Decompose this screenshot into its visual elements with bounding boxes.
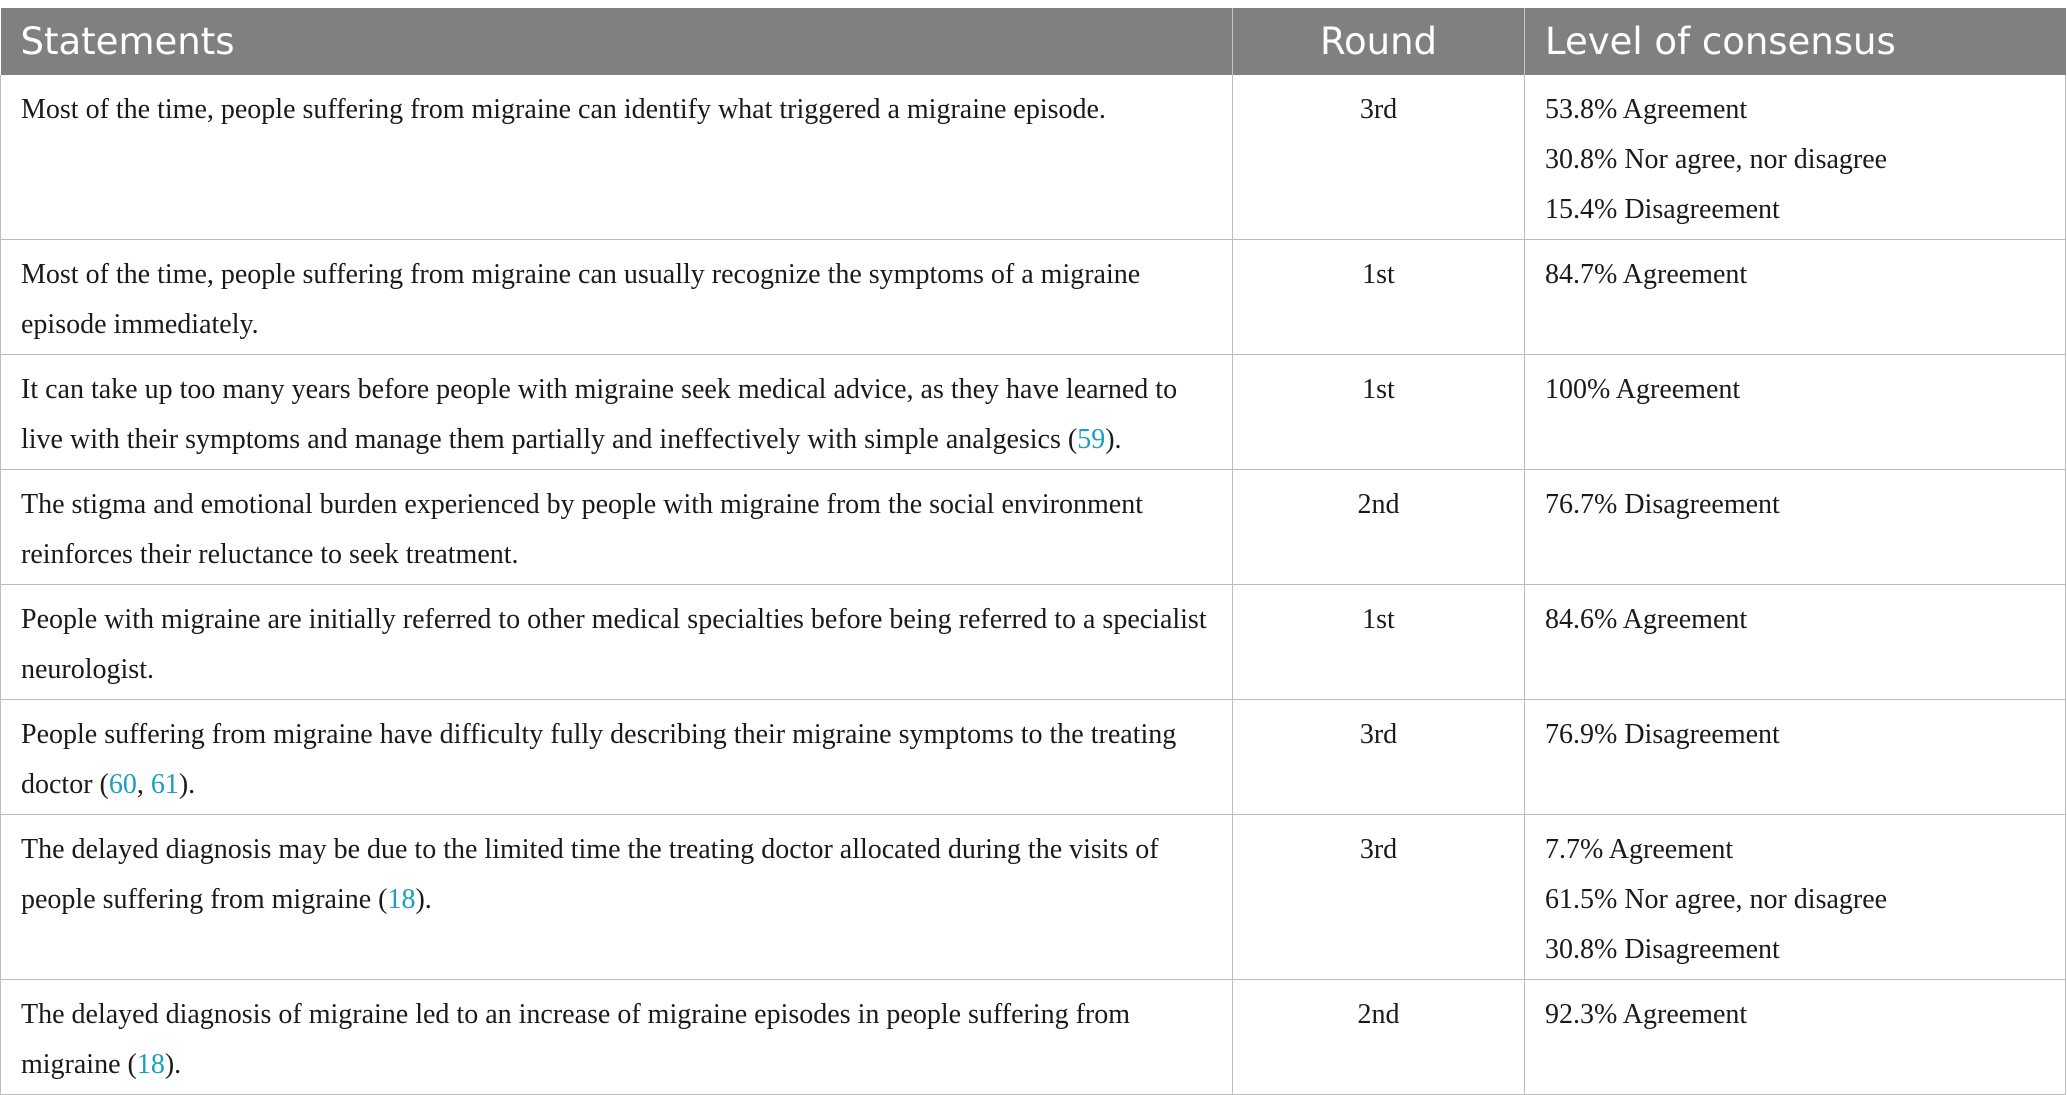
consensus-cell [1525, 700, 2066, 815]
table-row [1, 815, 2066, 980]
statement-text: Most of the time, people suffering from migraine can usually recognize the symptoms of a migraine episode immediately. [21, 259, 1141, 340]
consensus-cell [1525, 75, 2066, 240]
header-statements: Statements [1, 8, 1233, 75]
statement-cell [1, 75, 1233, 240]
consensus-value: 53.8% Agreement [1545, 94, 1748, 125]
consensus-value: 7.7% Agreement [1545, 834, 1734, 865]
round-cell: 3rd [1233, 75, 1525, 240]
statement-text: It can take up too many years before people with migraine seek medical advice, as they have learned to live with their symptoms and manage them partially and ineffectively with simple analgesics ( [21, 374, 1178, 455]
statement-end: ). [415, 884, 432, 915]
statement-cell [1, 585, 1233, 700]
statement-text: Most of the time, people suffering from migraine can identify what triggered a migraine episode. [21, 94, 1106, 125]
consensus-value: 30.8% Disagreement [1545, 934, 1780, 965]
consensus-value: 92.3% Agreement [1545, 999, 1748, 1030]
consensus-cell [1525, 815, 2066, 980]
table-body [1, 75, 2066, 1095]
round-cell: 3rd [1233, 700, 1525, 815]
consensus-table-container [0, 8, 2067, 1095]
reference-link[interactable]: 18 [136, 1049, 165, 1080]
consensus-cell [1525, 980, 2066, 1095]
table-header [1, 8, 2066, 75]
statement-cell [1, 700, 1233, 815]
header-round: Round [1233, 8, 1525, 75]
statement-text: People with migraine are initially referred to other medical specialties before being referred to a specialist neurologist. [21, 604, 1207, 685]
reference-link[interactable]: 61 [150, 769, 179, 800]
reference-separator: , [136, 769, 151, 800]
consensus-cell [1525, 355, 2066, 470]
statement-text: The delayed diagnosis of migraine led to an increase of migraine episodes in people suffering from migraine ( [21, 999, 1131, 1080]
statement-cell [1, 240, 1233, 355]
header-consensus: Level of consensus [1525, 8, 2066, 75]
statement-cell [1, 815, 1233, 980]
consensus-cell [1525, 240, 2066, 355]
table-row [1, 355, 2066, 470]
round-cell: 3rd [1233, 815, 1525, 980]
consensus-cell [1525, 585, 2066, 700]
consensus-value: 76.9% Disagreement [1545, 719, 1780, 750]
table-row [1, 700, 2066, 815]
table-row [1, 240, 2066, 355]
table-row [1, 980, 2066, 1095]
consensus-value: 76.7% Disagreement [1545, 489, 1780, 520]
table-row [1, 75, 2066, 240]
header-row [1, 8, 2066, 75]
reference-link[interactable]: 59 [1077, 424, 1106, 455]
consensus-value: 100% Agreement [1545, 374, 1741, 405]
statement-cell [1, 355, 1233, 470]
statement-text: People suffering from migraine have difficulty fully describing their migraine symptoms to the treating doctor ( [21, 719, 1177, 800]
consensus-value: 84.6% Agreement [1545, 604, 1748, 635]
statement-text: The delayed diagnosis may be due to the limited time the treating doctor allocated during the visits of people suffering from migraine ( [21, 834, 1159, 915]
statement-end: ). [1105, 424, 1122, 455]
statement-cell [1, 470, 1233, 585]
round-cell: 2nd [1233, 980, 1525, 1095]
round-cell: 1st [1233, 585, 1525, 700]
consensus-table [0, 8, 2066, 1095]
statement-text: The stigma and emotional burden experienced by people with migraine from the social environment reinforces their reluctance to seek treatment. [21, 489, 1143, 570]
consensus-cell [1525, 470, 2066, 585]
table-row [1, 470, 2066, 585]
consensus-value: 15.4% Disagreement [1545, 194, 1780, 225]
statement-cell [1, 980, 1233, 1095]
reference-link[interactable]: 18 [387, 884, 416, 915]
round-cell: 1st [1233, 240, 1525, 355]
consensus-value: 84.7% Agreement [1545, 259, 1748, 290]
statement-end: ). [164, 1049, 182, 1080]
round-cell: 2nd [1233, 470, 1525, 585]
statement-end: ). [178, 769, 196, 800]
round-cell: 1st [1233, 355, 1525, 470]
consensus-value: 61.5% Nor agree, nor disagree [1545, 884, 1888, 915]
consensus-value: 30.8% Nor agree, nor disagree [1545, 144, 1888, 175]
table-row [1, 585, 2066, 700]
reference-link[interactable]: 60 [108, 769, 137, 800]
